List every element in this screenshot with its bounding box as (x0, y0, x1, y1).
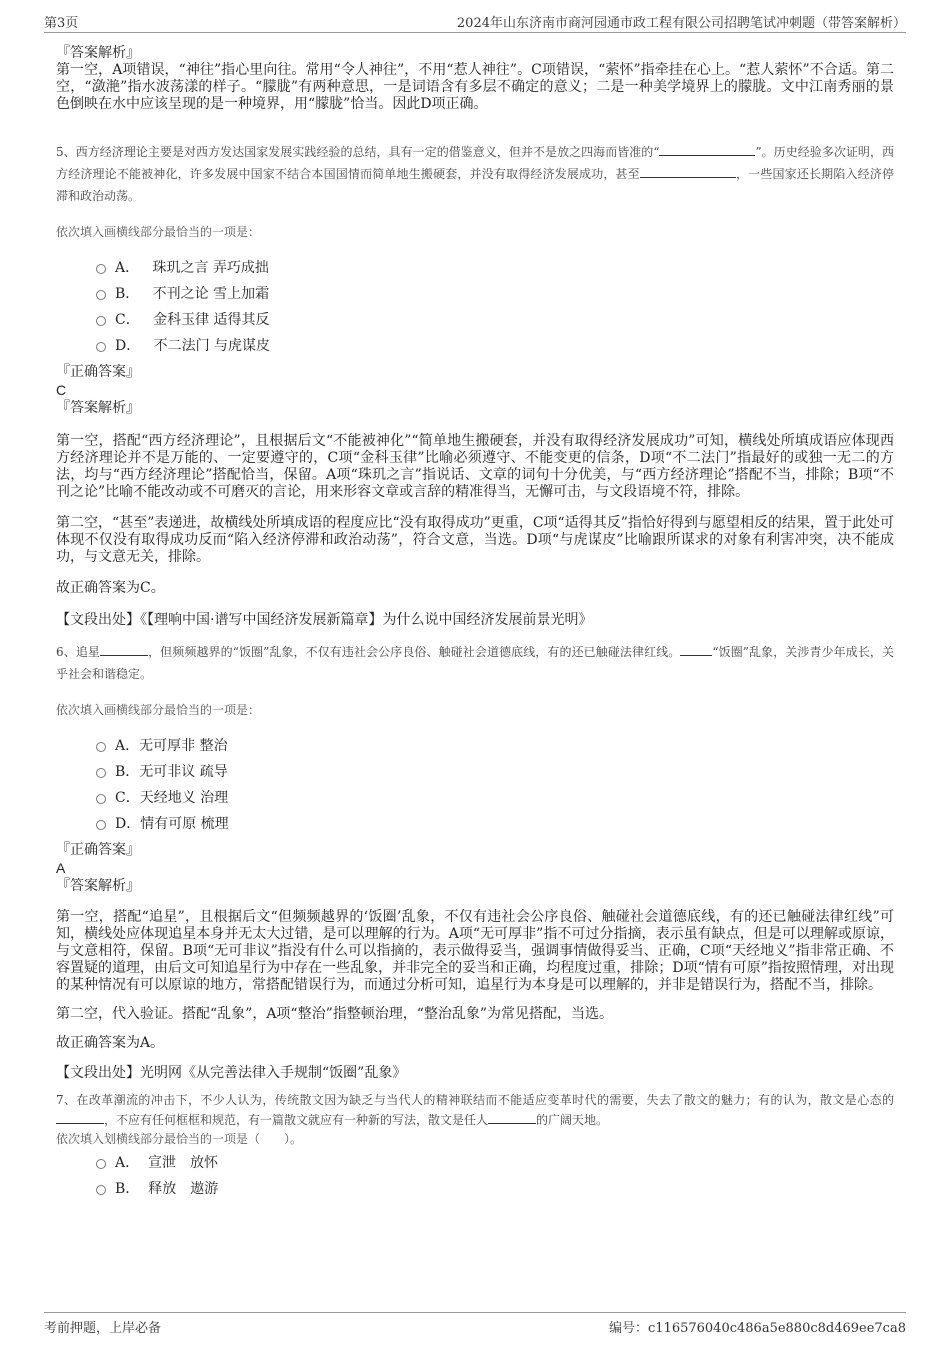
q7-stem: 7、在改革潮流的冲击下，不少人认为，传统散文因为缺乏与当代人的精神联结而不能适应变革时代的需要，失去了散文的魅力；有的认为，散文是心态的，不应有任何框框和规范，有一篇散文就应有一种新的写法，散文是任人 的广阔天地。 (56, 1093, 894, 1127)
page-content (56, 44, 894, 1202)
q6-stem: 6、追星 ，但频频越界的“饭圈”乱象，不仅有违社会公序良俗、触碰社会道德底线，有的还已触碰法律红线。 “饭圈”乱象，关涉青少年成长，关乎社会和谐稳定。 (56, 645, 894, 681)
radio-icon[interactable] (96, 1185, 106, 1195)
q6-analysis-para2: 第二空，代入验证。搭配“乱象”，A项“整治”指整顿治理，“整治乱象”为常见搭配，当选。 (56, 1006, 614, 1022)
page-number: 第3页 (44, 16, 79, 31)
analysis-label: 『答案解析』 (56, 45, 140, 61)
document-title: 2024年山东济南市商河园通市政工程有限公司招聘笔试冲刺题（带答案解析） (456, 16, 906, 31)
q6-option-a[interactable]: A．无可厚非 整治 (56, 733, 894, 759)
q5-options (56, 255, 894, 359)
q7-option-b[interactable]: B． 释放 遨游 (56, 1176, 894, 1202)
q7-options (56, 1150, 894, 1202)
analysis-label: 『答案解析』 (56, 400, 140, 416)
correct-answer-label: 『正确答案』 (56, 842, 140, 858)
q5-option-c[interactable]: C． 金科玉律 适得其反 (56, 307, 894, 333)
radio-icon[interactable] (96, 342, 106, 352)
q6-option-d[interactable]: D．情有可原 梳理 (56, 811, 894, 837)
q5-source: 【文段出处】《【理响中国·谱写中国经济发展新篇章】为什么说中国经济发展前景光明》 (56, 612, 593, 628)
q6-source: 【文段出处】光明网《从完善法律入手规制“饭圈”乱象》 (56, 1065, 407, 1081)
radio-icon[interactable] (96, 290, 106, 300)
q6-answer: A (56, 860, 66, 876)
analysis-label: 『答案解析』 (56, 878, 140, 894)
q6-conclusion: 故正确答案为A。 (56, 1035, 165, 1051)
document-code: 编号：c116576040c486a5e880c8d469ee7ca8 (609, 1321, 906, 1336)
radio-icon[interactable] (96, 768, 106, 778)
q5-analysis-para1: 第一空，搭配“西方经济理论”，且根据后文“不能被神化”“简单地生搬硬套，并没有取得经济发展成功”可知，横线处所填成语应体现西方经济理论并不是万能的、一定要遵守的，C项“金科玉律”比喻必须遵守、不能变更的信条，D项“不二法门”指最好的或独一无二的方法，均与“西方经济理论”搭配恰当，保留。A项“珠玑之言”指说话、文章的词句十分优美，与“西方经济理论”搭配不当，排除；B项“不刊之论”比喻不能改动或不可磨灭的言论，用来形容文章或言辞的精准得当，无懈可击，与文段语境不符，排除。 (56, 433, 894, 500)
q5-instruction: 依次填入画横线部分最恰当的一项是： (56, 225, 261, 239)
page-footer (44, 1312, 906, 1337)
radio-icon[interactable] (96, 1159, 106, 1169)
q5-analysis-para2: 第二空，“甚至”表递进，故横线处所填成语的程度应比“没有取得成功”更重，C项“适得其反”指恰好得到与愿望相反的结果，置于此处可体现不仅没有取得成功反而“陷入经济停滞和政治动荡”，符合文意，当选。D项“与虎谋皮”比喻跟所谋求的对象有利害冲突，决不能成功，与文意无关，排除。 (56, 515, 894, 565)
q5-stem: 5、西方经济理论主要是对西方发达国家发展实践经验的总结，具有一定的借鉴意义，但并不是放之四海而皆准的“ ”。历史经验多次证明，西方经济理论不能被神化，许多发展中国家不结合本国国情而简单地生搬硬套，并没有取得经济发展成功，甚至 ，一些国家还长期陷入经济停滞和政治动荡。 (56, 145, 894, 203)
q4-analysis: 第一空，A项错误，“神往”指心里向往。常用“令人神往”，不用“惹人神往”。C项错误，“萦怀”指牵挂在心上。“惹人萦怀”不合适。第二空，“潋滟”指水波荡漾的样子。“朦胧”有两种意思，一是词语含有多层不确定的意义；二是一种美学境界上的朦胧。文中江南秀丽的景色倒映在水中应该呈现的是一种境界，用“朦胧”恰当。因此D项正确。 (56, 62, 894, 112)
radio-icon[interactable] (96, 316, 106, 326)
q5-option-b[interactable]: B． 不刊之论 雪上加霜 (56, 281, 894, 307)
q5-option-a[interactable]: A． 珠玑之言 弄巧成拙 (56, 255, 894, 281)
q6-option-c[interactable]: C．天经地义 治理 (56, 785, 894, 811)
radio-icon[interactable] (96, 264, 106, 274)
radio-icon[interactable] (96, 742, 106, 752)
q6-analysis-para1: 第一空，搭配“追星”，且根据后文“但频频越界的‘饭圈’乱象，不仅有违社会公序良俗、触碰社会道德底线，有的还已触碰法律红线”可知，横线处应体现追星本身并无太大过错，是可以理解的行为。A项“无可厚非”指不可过分指摘，表示虽有缺点，但是可以理解或原谅，与文意相符，保留。B项“无可非议”指没有什么可以指摘的，表示做得妥当，强调事情做得妥当、正确，C项“天经地义”指非常正确、不容置疑的道理，由后文可知追星行为中存在一些乱象，并非完全的妥当和正确，均程度过重，排除；D项“情有可原”指按照情理，对出现的某种情况有可以原谅的地方，常搭配错误行为，而通过分析可知，追星行为本身是可以理解的，并非是错误行为，搭配不当，排除。 (56, 909, 894, 993)
q5-conclusion: 故正确答案为C。 (56, 580, 165, 596)
q6-option-b[interactable]: B．无可非议 疏导 (56, 759, 894, 785)
q7-option-a[interactable]: A． 宣泄 放怀 (56, 1150, 894, 1176)
footer-slogan: 考前押题，上岸必备 (44, 1321, 162, 1336)
q5-answer: C (56, 382, 67, 398)
page-header (44, 10, 906, 33)
q6-instruction: 依次填入画横线部分最恰当的一项是： (56, 703, 261, 717)
correct-answer-label: 『正确答案』 (56, 364, 140, 380)
q6-options (56, 733, 894, 837)
radio-icon[interactable] (96, 794, 106, 804)
radio-icon[interactable] (96, 820, 106, 830)
q5-option-d[interactable]: D． 不二法门 与虎谋皮 (56, 333, 894, 359)
q7-instruction: 依次填入划横线部分最恰当的一项是（ ）。 (56, 1132, 303, 1146)
